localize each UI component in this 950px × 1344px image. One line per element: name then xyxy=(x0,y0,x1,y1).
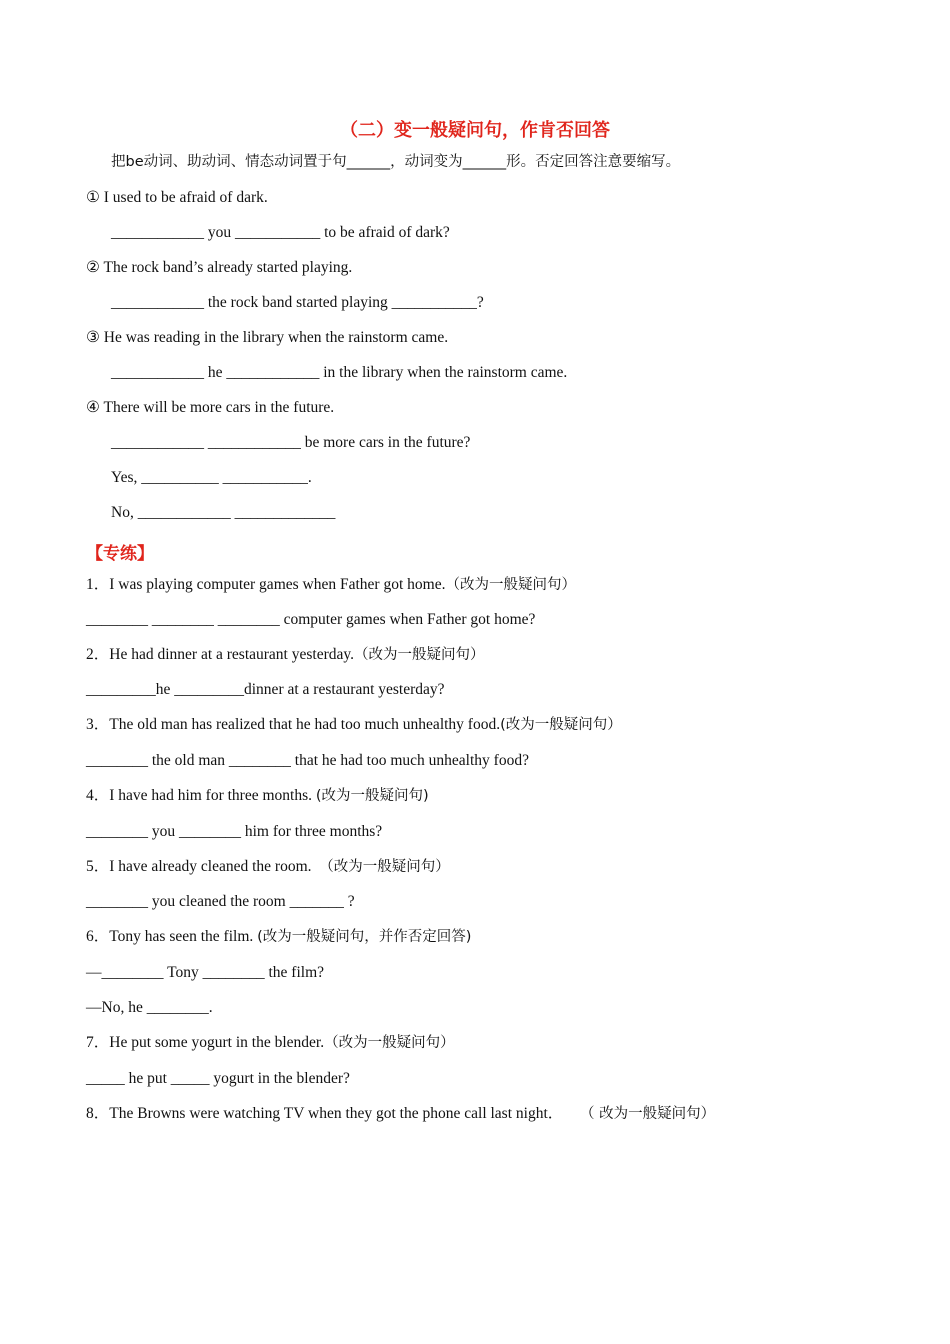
exercise-note: （改为一般疑问句） xyxy=(445,577,576,593)
exercise-note: （改为一般疑问句） xyxy=(324,1035,455,1051)
exercise-number: 1． xyxy=(86,576,110,593)
exercise-answer: ________ ________ ________ computer games when Father got home? xyxy=(86,611,536,628)
exercise-answer: _____ he put _____ yogurt in the blender? xyxy=(86,1070,350,1087)
exercise-number: 8． xyxy=(86,1105,110,1122)
exercise-note: (改为一般疑问句) xyxy=(315,788,429,804)
exercise-number: 4． xyxy=(86,787,110,804)
section-heading: 【专练】 xyxy=(86,544,154,564)
exercise-question xyxy=(86,575,576,595)
exercise-answer: —________ Tony ________ the film? xyxy=(86,964,325,981)
exercise-question xyxy=(86,786,429,806)
exercise-question xyxy=(86,645,485,665)
example-sentence: ④ There will be more cars in the future. xyxy=(86,399,335,416)
exercise-text: He had dinner at a restaurant yesterday. xyxy=(109,646,354,663)
exercise-number: 6． xyxy=(86,928,110,945)
exercise-note: （ 改为一般疑问句） xyxy=(587,1106,716,1122)
exercise-question xyxy=(86,1033,455,1053)
intro-instruction: 把be动词、助动词、情态动词置于句______，动词变为______形。否定回答注意要缩写。 xyxy=(111,154,681,170)
page-title: （二）变一般疑问句，作肯否回答 xyxy=(340,120,610,141)
exercise-question xyxy=(86,715,622,735)
exercise-number: 5． xyxy=(86,858,110,875)
exercise-text: Tony has seen the film. xyxy=(109,928,258,945)
exercise-text: The old man has realized that he had too much unhealthy food. xyxy=(109,716,501,733)
exercise-answer: ________ the old man ________ that he had too much unhealthy food? xyxy=(86,752,529,769)
exercise-note: (改为一般疑问句） xyxy=(500,717,622,733)
exercise-note: （改为一般疑问句） xyxy=(319,859,450,875)
example-sentence: ① I used to be afraid of dark. xyxy=(86,189,268,206)
exercise-number: 2． xyxy=(86,646,110,663)
exercise-number: 7． xyxy=(86,1034,110,1051)
exercise-question xyxy=(86,1104,715,1124)
exercise-question xyxy=(86,857,450,877)
example-answer: ____________ you ___________ to be afraid of dark? xyxy=(111,224,450,241)
exercise-number: 3． xyxy=(86,716,110,733)
example-answer: ____________ ____________ be more cars in the future? xyxy=(111,434,471,451)
example-sentence: ③ He was reading in the library when the rainstorm came. xyxy=(86,329,449,346)
exercise-text: I have already cleaned the room. xyxy=(109,858,320,875)
exercise-text: I have had him for three months. xyxy=(109,787,316,804)
exercise-text: I was playing computer games when Father got home. xyxy=(109,576,446,593)
exercise-text: He put some yogurt in the blender. xyxy=(109,1034,325,1051)
exercise-text: The Browns were watching TV when they got the phone call last night． xyxy=(109,1105,564,1122)
exercise-note: （改为一般疑问句） xyxy=(354,647,485,663)
example-answer: ____________ the rock band started playing ___________? xyxy=(111,294,484,311)
exercise-answer: —No, he ________. xyxy=(86,999,213,1016)
exercise-note: (改为一般疑问句，并作否定回答) xyxy=(257,929,472,945)
exercise-answer: ________ you ________ him for three months? xyxy=(86,823,383,840)
example-answer: ____________ he ____________ in the library when the rainstorm came. xyxy=(111,364,568,381)
exercise-question xyxy=(86,927,471,947)
exercise-answer: ________ you cleaned the room _______ ? xyxy=(86,893,355,910)
exercise-answer: _________he _________dinner at a restaurant yesterday? xyxy=(86,681,445,698)
example-answer-yes: Yes, __________ ___________. xyxy=(111,469,312,486)
example-sentence: ② The rock band’s already started playing. xyxy=(86,259,353,276)
example-answer-no: No, ____________ _____________ xyxy=(111,504,336,521)
